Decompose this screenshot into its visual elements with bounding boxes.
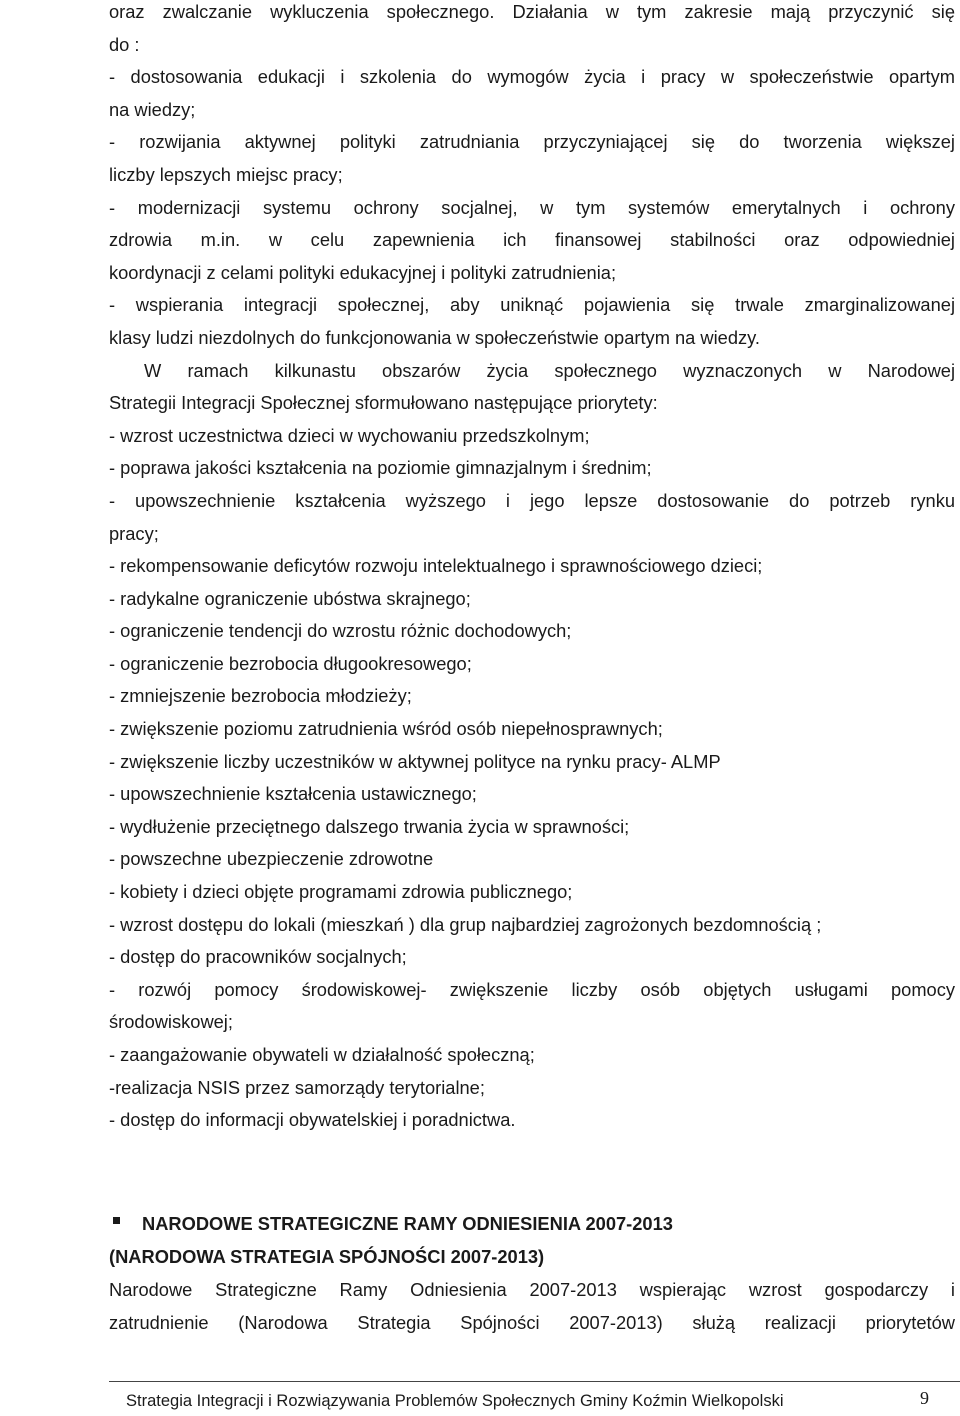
body-line: - zwiększenie poziomu zatrudnienia wśród osób niepełnosprawnych; bbox=[109, 718, 663, 740]
footer-divider bbox=[109, 1381, 960, 1382]
body-line: na wiedzy; bbox=[109, 98, 196, 120]
body-line: - wzrost uczestnictwa dzieci w wychowaniu przedszkolnym; bbox=[109, 424, 590, 446]
footer-title: Strategia Integracji i Rozwiązywania Problemów Społecznych Gminy Koźmin Wielkopolski bbox=[126, 1392, 784, 1410]
body-line: - zaangażowanie obywateli w działalność społeczną; bbox=[109, 1044, 535, 1065]
body-line: - modernizacji systemu ochrony socjalnej, w tym systemów emerytalnych i ochrony bbox=[109, 196, 955, 218]
body-line: do : bbox=[109, 33, 140, 55]
body-line: koordynacji z celami polityki edukacyjnej i polityki zatrudnienia; bbox=[109, 261, 617, 283]
body-line: - dostęp do pracowników socjalnych; bbox=[109, 946, 407, 968]
body-line: - rozwijania aktywnej polityki zatrudniania przyczyniającej się do tworzenia większej bbox=[109, 131, 955, 153]
body-line: Strategii Integracji Społecznej sformułowano następujące priorytety: bbox=[109, 392, 658, 414]
body-line: - dostęp do informacji obywatelskiej i poradnictwa. bbox=[109, 1109, 516, 1131]
body-line: oraz zwalczanie wykluczenia społecznego. Działania w tym zakresie mają przyczynić się bbox=[109, 1, 955, 22]
body-line: pracy; bbox=[109, 522, 159, 544]
body-line: - ograniczenie bezrobocia długookresowego; bbox=[109, 652, 472, 674]
body-line: - wspierania integracji społecznej, aby uniknąć pojawienia się trwale zmarginalizowanej bbox=[109, 294, 955, 316]
section-heading-line1 bbox=[109, 1212, 955, 1245]
body-line: zdrowia m.in. w celu zapewnienia ich finansowej stabilności oraz odpowiedniej bbox=[109, 229, 955, 251]
body-line: środowiskowej; bbox=[109, 1011, 233, 1033]
body-line: W ramach kilkunastu obszarów życia społecznego wyznaczonych w Narodowej bbox=[144, 359, 955, 381]
body-line: -realizacja NSIS przez samorządy terytorialne; bbox=[109, 1076, 485, 1098]
body-line: - zwiększenie liczby uczestników w aktywnej polityce na rynku pracy- ALMP bbox=[109, 750, 721, 772]
body-line: - radykalne ograniczenie ubóstwa skrajnego; bbox=[109, 587, 471, 609]
body-line: - upowszechnienie kształcenia wyższego i jego lepsze dostosowanie do potrzeb rynku bbox=[109, 489, 955, 511]
body-line: - wydłużenie przeciętnego dalszego trwania życia w sprawności; bbox=[109, 815, 630, 837]
body-line: - ograniczenie tendencji do wzrostu różnic dochodowych; bbox=[109, 620, 572, 642]
section-paragraph-line: zatrudnienie (Narodowa Strategia Spójności 2007-2013) służą realizacji priorytetów bbox=[109, 1312, 955, 1333]
body-line: - dostosowania edukacji i szkolenia do wymogów życia i pracy w społeczeństwie opartym bbox=[109, 66, 955, 88]
section-paragraph-line: Narodowe Strategiczne Ramy Odniesienia 2007-2013 wspierając wzrost gospodarczy i bbox=[109, 1279, 955, 1300]
body-line: liczby lepszych miejsc pracy; bbox=[109, 163, 343, 185]
body-line: - upowszechnienie kształcenia ustawicznego; bbox=[109, 783, 477, 805]
section-block bbox=[109, 1212, 955, 1344]
body-line: - zmniejszenie bezrobocia młodzieży; bbox=[109, 685, 412, 707]
square-bullet-icon bbox=[113, 1217, 120, 1224]
body-line: - rekompensowanie deficytów rozwoju intelektualnego i sprawnościowego dzieci; bbox=[109, 555, 763, 577]
body-line: klasy ludzi niezdolnych do funkcjonowania w społeczeństwie opartym na wiedzy. bbox=[109, 326, 761, 348]
body-line: - rozwój pomocy środowiskowej- zwiększenie liczby osób objętych usługami pomocy bbox=[109, 978, 955, 1000]
section-heading-text: NARODOWE STRATEGICZNE RAMY ODNIESIENIA 2007-2013 bbox=[142, 1213, 673, 1234]
section-heading-line2: (NARODOWA STRATEGIA SPÓJNOŚCI 2007-2013) bbox=[109, 1246, 545, 1267]
body-line: - poprawa jakości kształcenia na poziomie gimnazjalnym i średnim; bbox=[109, 457, 652, 479]
body-line: - wzrost dostępu do lokali (mieszkań ) dla grup najbardziej zagrożonych bezdomnością ; bbox=[109, 913, 822, 935]
page-number: 9 bbox=[920, 1388, 929, 1408]
body-text bbox=[109, 0, 955, 1141]
body-line: - kobiety i dzieci objęte programami zdrowia publicznego; bbox=[109, 881, 573, 903]
body-line: - powszechne ubezpieczenie zdrowotne bbox=[109, 848, 434, 870]
